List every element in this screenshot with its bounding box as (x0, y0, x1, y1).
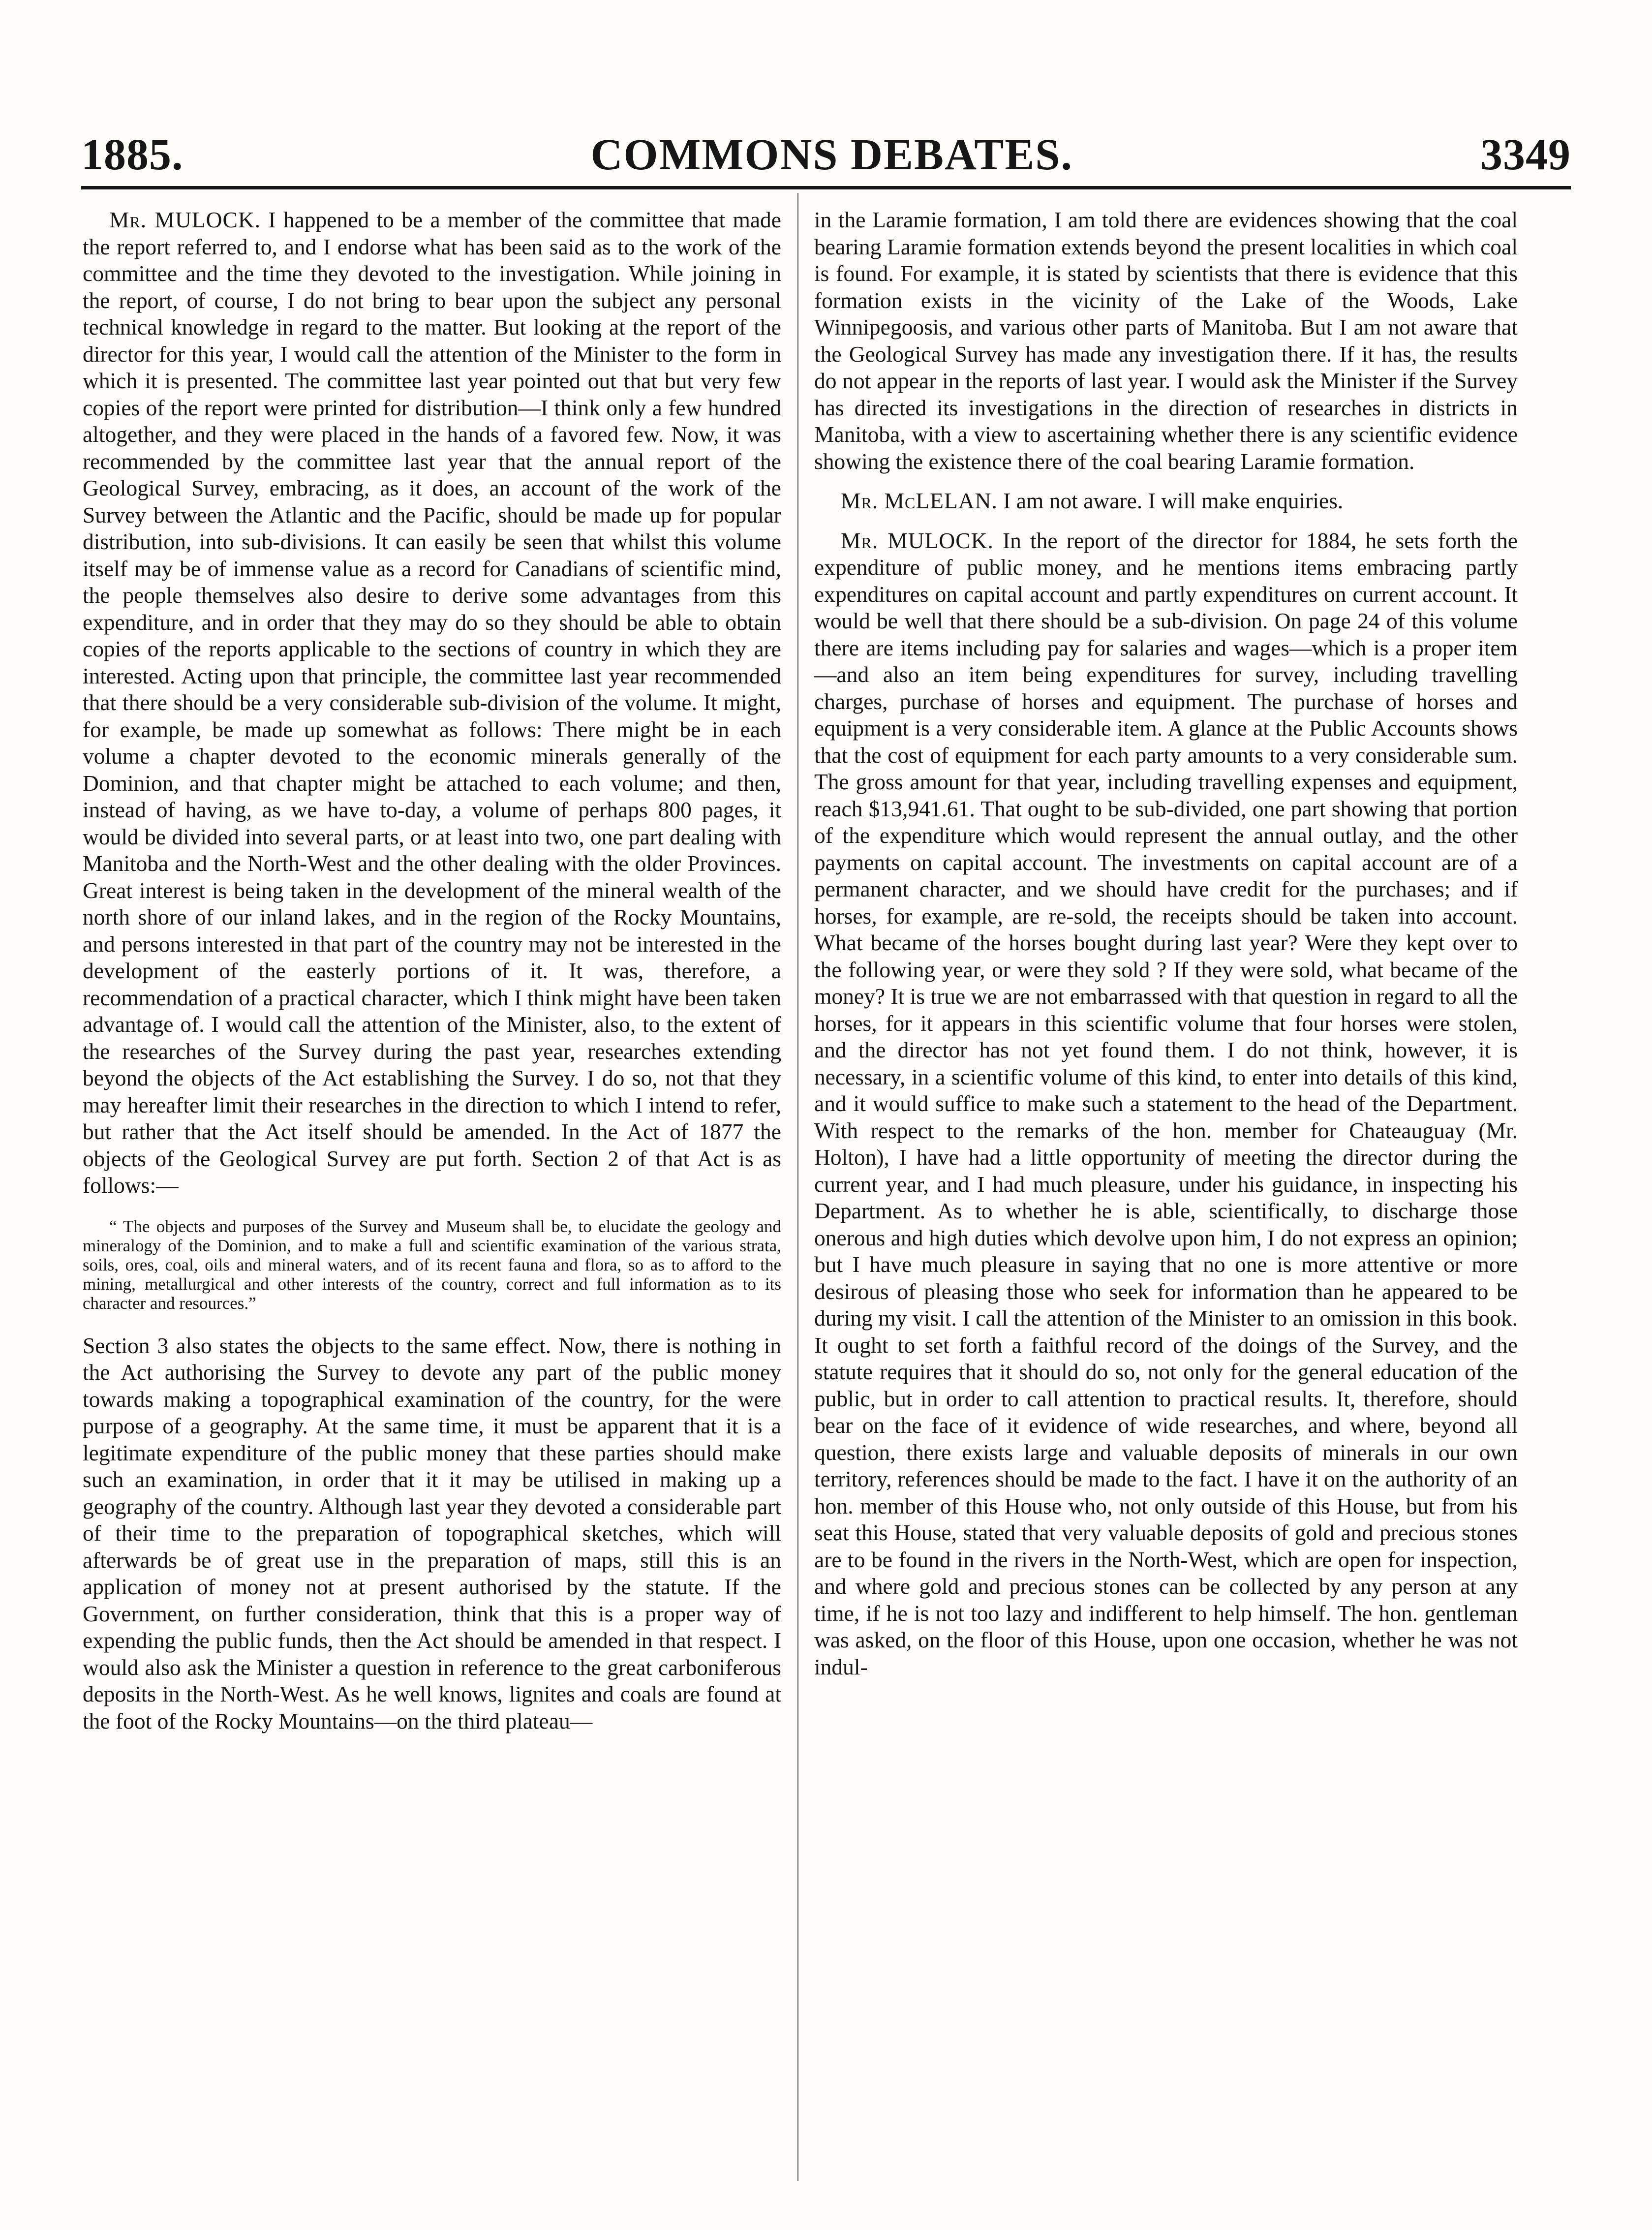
paragraph (814, 527, 1518, 1681)
speaker-name: Mr. MULOCK. (109, 207, 261, 232)
paragraph (83, 207, 781, 1199)
paragraph: in the Laramie formation, I am told there are evidences showing that the coal bearing Laramie formation extends beyond the present localities in which coal is found. For example, it is stated by scientists that there is evidence that this formation exists in the vicinity of the Lake of the Woods, Lake Winnipegoosis, and various other parts of Manitoba. But I am not aware that the Geological Survey has made any investigation there. If it has, the results do not appear in the reports of last year. I would ask the Minister if the Survey has directed its investigations in the direction of researches in districts in Manitoba, with a view to ascertaining whether there is any scientific evidence showing the existence there of the coal bearing Laramie formation. (814, 207, 1518, 474)
statute-quote: “ The objects and purposes of the Survey and Museum shall be, to elucidate the geology and mineralogy of the Dominion, and to make a full and scientific examination of the various strata, soils, ores, coal, oils and mineral waters, and of its recent fauna and flora, so as to afford to the mining, metallurgical and other interests of the country, correct and full information as to its character and resources.” (83, 1216, 781, 1313)
paragraph-text: I am not aware. I will make enquiries. (1003, 488, 1344, 513)
header-title: COMMONS DEBATES. (590, 130, 1073, 179)
header-rule (81, 186, 1571, 189)
speaker-name: Mr. MULOCK. (841, 527, 994, 553)
paragraph: Section 3 also states the objects to the same effect. Now, there is nothing in the Act authorising the Survey to devote any part of the public money towards making a topographical examination of the country, for the were purpose of a geography. At the same time, it must be apparent that it is a legitimate expenditure of the public money that these parties should make such an examination, in order that it it may be utilised in making up a geography of the country. Although last year they devoted a considerable part of their time to the preparation of topographical sketches, which will afterwards be of great use in the preparation of maps, still this is an application of money not at present authorised by the statute. If the Government, on further consideration, think that this is a proper way of expending the public funds, then the Act should be amended in that respect. I would also ask the Minister a question in reference to the great carboniferous deposits in the North-West. As he well knows, lignites and coals are found at the foot of the Rocky Mountains—on the third plateau— (83, 1332, 781, 1734)
column-divider (797, 193, 798, 2181)
right-column (814, 207, 1518, 1680)
page-header (81, 108, 1571, 177)
left-column (83, 207, 781, 1734)
header-page-number: 3349 (1480, 130, 1571, 179)
paragraph-text: I happened to be a member of the committee that made the report referred to, and I endorse what has been said as to the work of the committee and the time they devoted to the investigation. While joining in the report, of course, I do not bring to bear upon the subject any personal technical knowledge in regard to the matter. But looking at the report of the director for this year, I would call the attention of the Minister to the form in which it is presented. The committee last year pointed out that but very few copies of the report were printed for distribution—I think only a few hundred altogether, and they were placed in the hands of a favored few. Now, it was recommended by the committee last year that the annual report of the Geological Survey, embracing, as it does, an account of the work of the Survey between the Atlantic and the Pacific, should be made up for popular distribution, into sub-divisions. It can easily be seen that whilst this volume itself may be of immense value as a record for Canadians of scientific mind, the people themselves also desire to derive some advantages from this expenditure, and in order that they may do so they should be able to obtain copies of the reports applicable to the sections of country in which they are interested. Acting upon that principle, the committee last year recommended that there should be a very considerable sub-division of the volume. It might, for example, be made up somewhat as follows: There might be in each volume a chapter devoted to the economic minerals generally of the Dominion, and that chapter might be attached to each volume; and then, instead of having, as we have to-day, a volume of perhaps 800 pages, it would be divided into several parts, or at least into two, one part dealing with Manitoba and the North-West and the other dealing with the older Provinces. Great interest is being taken in the development of the mineral wealth of the north shore of our inland lakes, and in the region of the Rocky Mountains, and persons interested in that part of the country may not be interested in the development of the easterly portions of it. It was, therefore, a recommendation of a practical character, which I think might have been taken advantage of. I would call the attention of the Minister, also, to the extent of the researches of the Survey during the past year, researches extending beyond the objects of the Act establishing the Survey. I do so, not that they may hereafter limit their researches in the direction to which I intend to refer, but rather that the Act itself should be amended. In the Act of 1877 the objects of the Geological Survey are put forth. Section 2 of that Act is as follows:— (83, 207, 782, 1198)
header-year: 1885. (81, 130, 184, 179)
speaker-name: Mr. McLELAN. (841, 488, 998, 513)
paragraph (814, 488, 1518, 515)
paragraph-text: In the report of the director for 1884, he sets forth the expenditure of public money, and he mentions items embracing partly expenditures on capital account and partly expenditures on current account. It would be well that there should be a sub-division. On page 24 of this volume there are items including pay for salaries and wages—which is a proper item—and also an item being expenditures for survey, including travelling charges, purchase of horses and equipment. The purchase of horses and equipment is a very considerable item. A glance at the Public Accounts shows that the cost of equipment for each party amounts to a very considerable sum. The gross amount for that year, including travelling expenses and equipment, reach $13,941.61. That ought to be sub-divided, one part showing that portion of the expenditure which would represent the annual outlay, and the other payments on capital account. The investments on capital account are of a permanent character, and we should have credit for the purchases; and if horses, for example, are re-sold, the receipts should be taken into account. What became of the horses bought during last year? Were they kept over to the following year, or were they sold ? If they were sold, what became of the money? It is true we are not embarrassed with that question in regard to all the horses, for it appears in this scientific volume that four horses were stolen, and the director has not yet found them. I do not think, however, it is necessary, in a scientific volume of this kind, to enter into details of this kind, and it would suffice to make such a statement to the head of the Department. With respect to the remarks of the hon. member for Chateauguay (Mr. Holton), I have had a little opportunity of meeting the director during the current year, and I had much pleasure, under his guidance, in inspecting his Department. As to whether he is able, scientifically, to discharge those onerous and high duties which devolve upon him, I do not express an opinion; but I have much pleasure in saying that no one is more attentive or more desirous of pleasing those who seek for information than he appeared to be during my visit. I call the attention of the Minister to an omission in this book. It ought to set forth a faithful record of the doings of the Survey, and the statute requires that it should do so, not only for the general education of the public, but in order to call attention to practical results. It, therefore, should bear on the face of it evidence of wide researches, and where, beyond all question, there exists large and valuable deposits of minerals in our own territory, references should be made to the fact. I have it on the authority of an hon. member of this House who, not only outside of this House, but from his seat this House, stated that very valuable deposits of gold and precious stones are to be found in the rivers in the North-West, which are open for inspection, and where gold and precious stones can be collected by any person at any time, if he is not too lazy and indifferent to help himself. The hon. gentleman was asked, on the floor of this House, upon one occasion, whether he was not indul- (814, 527, 1518, 1679)
